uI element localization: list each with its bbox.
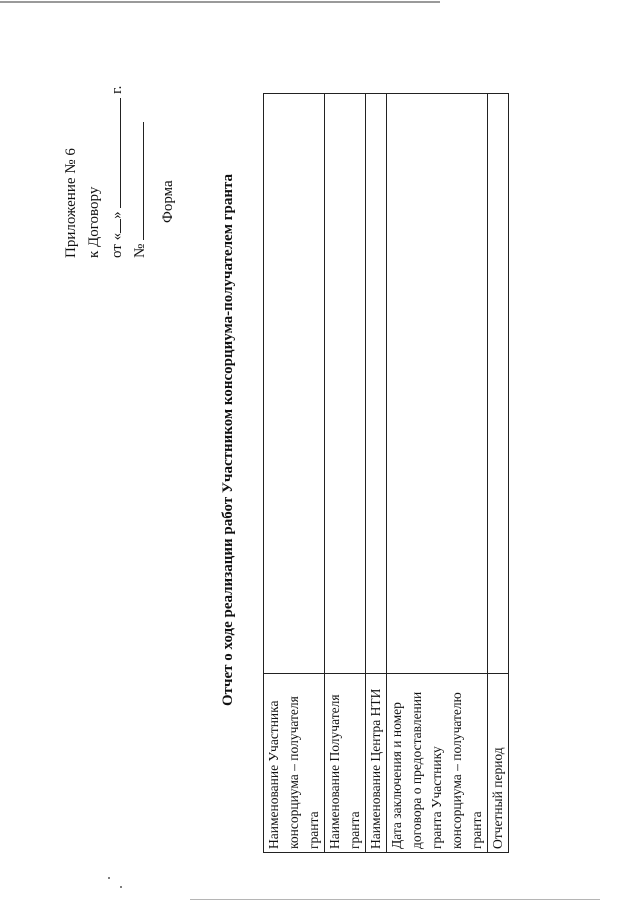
table-row — [325, 94, 366, 853]
row-value — [387, 94, 488, 674]
scan-speck — [120, 886, 122, 888]
date-mid: » — [109, 211, 125, 219]
appendix-contract-ref: к Договору — [86, 186, 102, 258]
month-year-blank — [106, 98, 121, 208]
row-value — [325, 94, 366, 674]
row-value — [366, 94, 387, 674]
row-label: Наименование Центра НТИ — [366, 674, 387, 853]
row-value — [264, 94, 325, 674]
row-label: Наименование Участника консорциума – получателя гранта — [264, 674, 325, 853]
scan-edge-bottom — [190, 899, 600, 900]
date-prefix: от « — [109, 232, 125, 258]
table-row — [387, 94, 488, 853]
row-value — [488, 94, 509, 674]
rotated-page-content — [0, 28, 640, 878]
form-label: Форма — [160, 180, 176, 223]
appendix-date-line — [106, 86, 129, 258]
table-row — [366, 94, 387, 853]
number-blank — [129, 122, 144, 240]
row-label: Дата заключения и номер договора о предоставлении гранта Участнику консорциума – получателю гранта — [387, 674, 488, 853]
row-label: Отчетный период — [488, 674, 509, 853]
appendix-number-line — [129, 86, 152, 258]
row-label: Наименование Получателя гранта — [325, 674, 366, 853]
appendix-number: Приложение № 6 — [63, 148, 79, 258]
date-suffix: г. — [109, 85, 125, 94]
table-row — [264, 94, 325, 853]
number-prefix: № — [132, 243, 148, 258]
scan-edge-top — [0, 1, 440, 3]
appendix-block — [60, 86, 152, 258]
report-table — [263, 93, 509, 853]
day-blank — [106, 219, 121, 233]
page-title: Отчет о ходе реализации работ Участником консорциума-получателем гранта — [220, 173, 236, 706]
table-row — [488, 94, 509, 853]
